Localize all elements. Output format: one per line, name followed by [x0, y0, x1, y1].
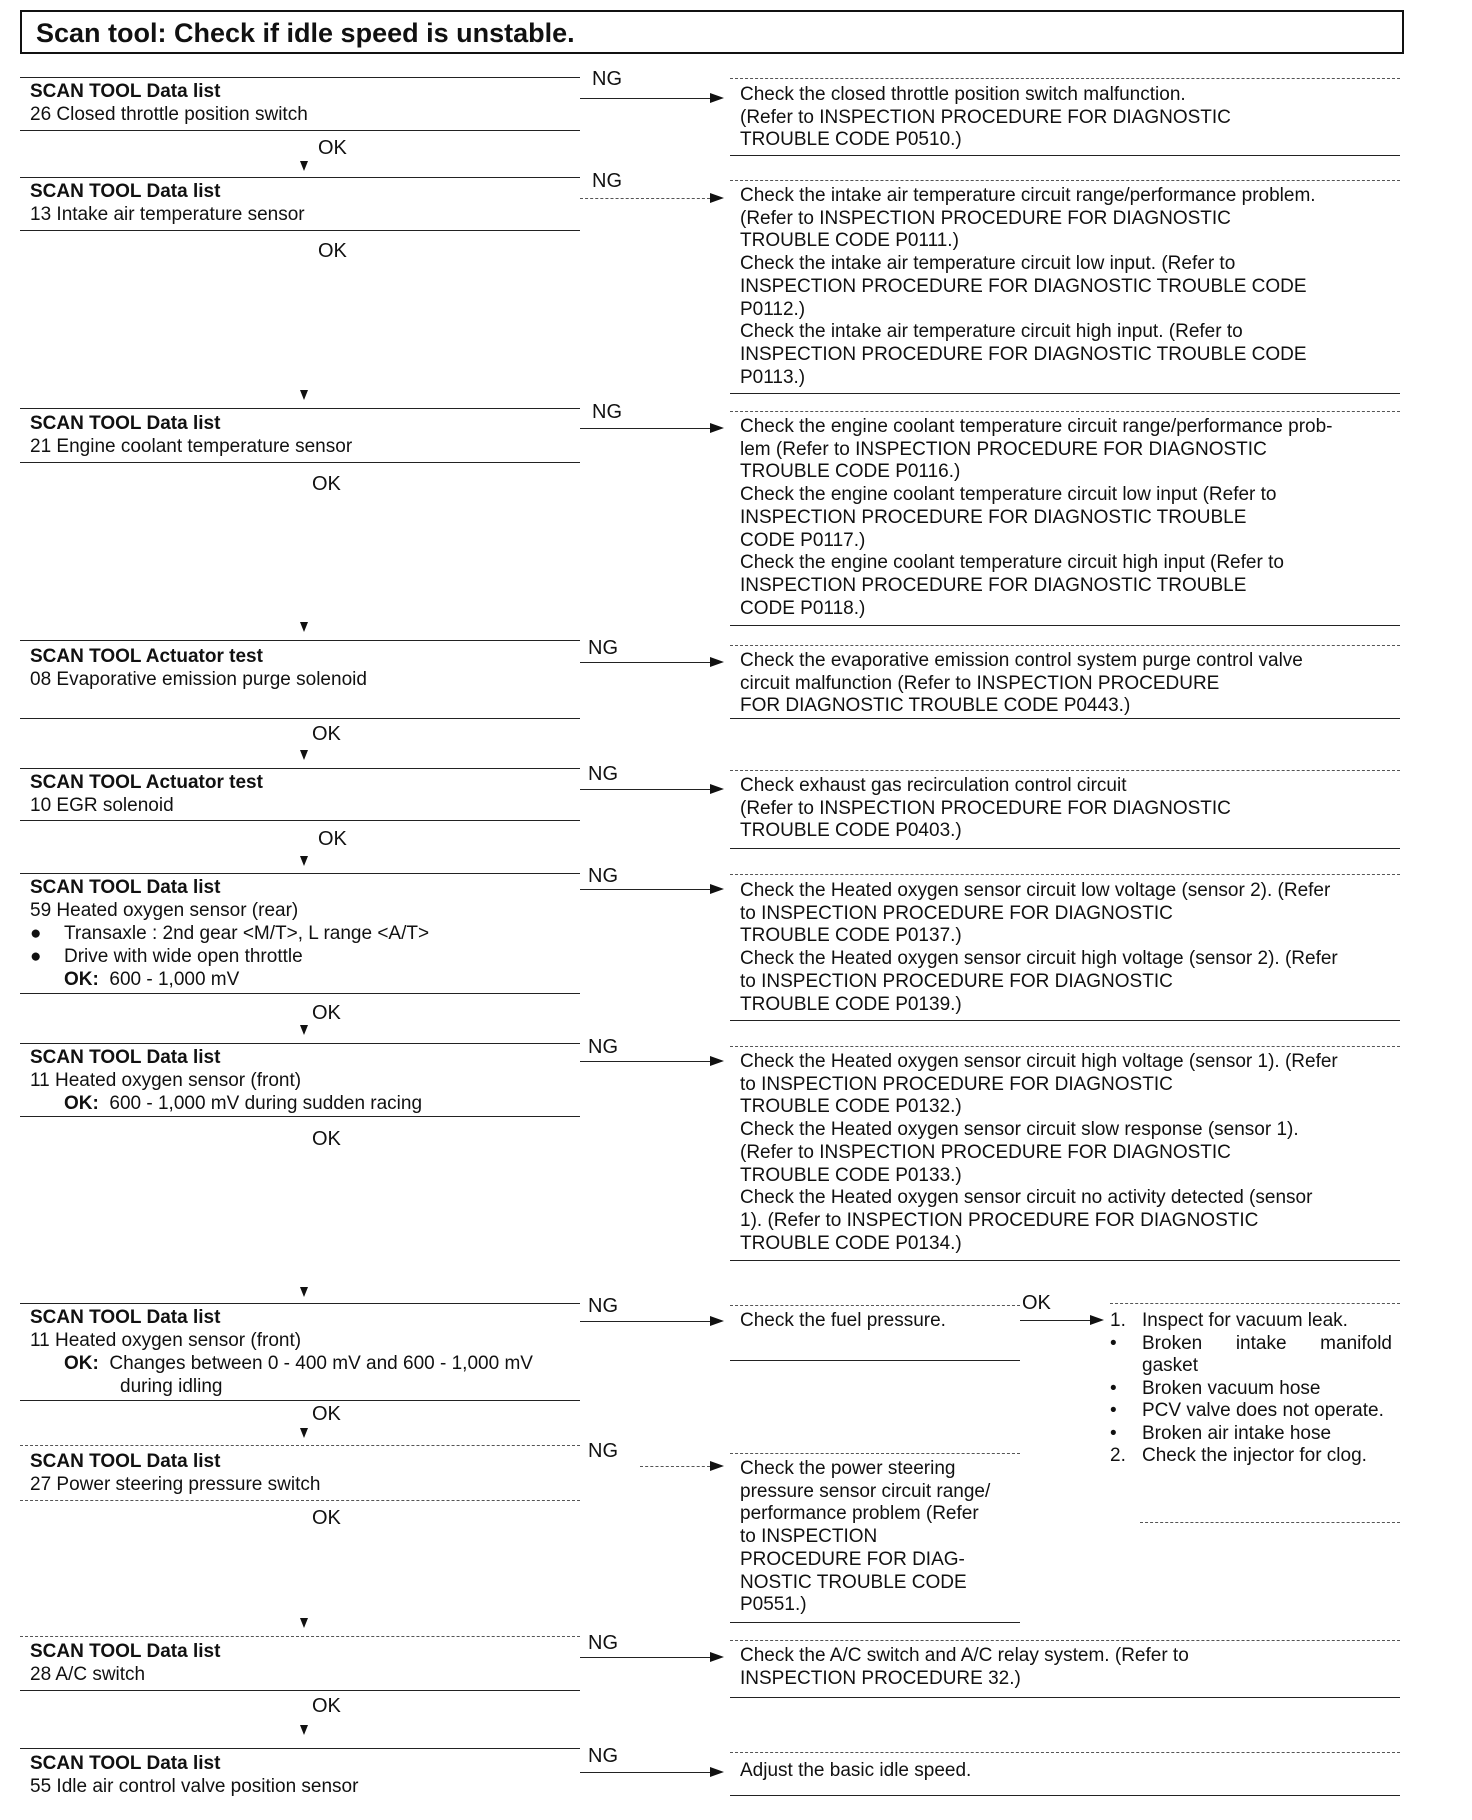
ok-label: OK: [312, 1403, 341, 1425]
ng-arrow-line: [580, 198, 710, 199]
ng-arrow-line: [580, 428, 710, 429]
result-bottom-line: [730, 393, 1400, 394]
ng-arrow-line: [640, 1466, 710, 1467]
result-line: (Refer to INSPECTION PROCEDURE FOR DIAGNOSTIC: [740, 106, 1231, 128]
ok-condition: [30, 1352, 590, 1375]
side-text: Check the injector for clog.: [1142, 1445, 1367, 1466]
side-mark: •: [1110, 1332, 1117, 1354]
ng-label: NG: [588, 865, 618, 887]
result-line: Check the intake air temperature circuit range/performance problem.: [740, 185, 1316, 206]
result-8: [740, 1310, 1030, 1333]
result-line: INSPECTION PROCEDURE FOR DIAGNOSTIC TROUBLE CODE: [740, 275, 1307, 297]
result-line: circuit malfunction (Refer to INSPECTION PROCEDURE: [740, 672, 1220, 694]
result-line: INSPECTION PROCEDURE FOR DIAGNOSTIC TROUBLE CODE: [740, 343, 1307, 365]
side-mark: •: [1110, 1422, 1117, 1444]
step-item: 10 EGR solenoid: [30, 795, 174, 816]
result-top-line: [730, 1640, 1400, 1641]
result-line: Check the A/C switch and A/C relay system. (Refer to: [740, 1645, 1189, 1666]
result-line: Check the Heated oxygen sensor circuit high voltage (sensor 1). (Refer: [740, 1051, 1338, 1072]
ok-down-arrow: [300, 390, 308, 400]
result-line: to INSPECTION: [740, 1526, 878, 1548]
bullet-text: Drive with wide open throttle: [64, 946, 303, 967]
result-top-line: [730, 1305, 1020, 1306]
result-line: P0551.): [740, 1594, 807, 1616]
step-4: [30, 645, 590, 691]
ng-label: NG: [592, 68, 622, 90]
result-line: CODE P0118.): [740, 597, 866, 619]
step-bottom-line: [20, 1690, 580, 1691]
ng-arrow-head: [710, 1056, 724, 1066]
side-top-line: [1110, 1303, 1400, 1304]
result-bottom-line: [730, 1360, 1020, 1361]
ok-arrow-head: [1090, 1315, 1104, 1325]
ok-arrow-line: [1020, 1320, 1090, 1321]
step-item: 11 Heated oxygen sensor (front): [30, 1070, 302, 1091]
result-line: lem (Refer to INSPECTION PROCEDURE FOR DIAGNOSTIC: [740, 438, 1267, 460]
ok-condition-value: Changes between 0 - 400 mV and 600 - 1,000 mV: [109, 1353, 533, 1374]
side-text: Inspect for vacuum leak.: [1142, 1310, 1348, 1331]
ng-arrow-head: [710, 657, 724, 667]
step-heading: SCAN TOOL Data list: [30, 1047, 221, 1068]
ok-condition-label: OK:: [64, 1093, 99, 1114]
side-text: PCV valve does not operate.: [1142, 1400, 1384, 1421]
ok-label: OK: [312, 1695, 341, 1717]
result-line: INSPECTION PROCEDURE FOR DIAGNOSTIC TROUBLE: [740, 506, 1247, 528]
result-top-line: [730, 770, 1400, 771]
ok-label: OK: [312, 723, 341, 745]
step-item: 59 Heated oxygen sensor (rear): [30, 900, 299, 921]
step-2: [30, 180, 590, 226]
step-item: 27 Power steering pressure switch: [30, 1474, 321, 1495]
result-line: TROUBLE CODE P0116.): [740, 461, 961, 483]
result-line: (Refer to INSPECTION PROCEDURE FOR DIAGNOSTIC: [740, 207, 1231, 229]
ng-arrow-head: [710, 423, 724, 433]
result-line: Check the Heated oxygen sensor circuit low voltage (sensor 2). (Refer: [740, 880, 1331, 901]
result-line: Check the Heated oxygen sensor circuit slow response (sensor 1).: [740, 1119, 1299, 1141]
step-bullet: ● Transaxle : 2nd gear <M/T>, L range <A/T>: [30, 923, 430, 944]
result-top-line: [730, 78, 1400, 79]
ng-label: NG: [592, 401, 622, 423]
result-2: [740, 185, 1406, 389]
step-7: [30, 1046, 590, 1115]
ng-label: NG: [592, 170, 622, 192]
result-bottom-line: [730, 155, 1400, 156]
ok-condition-value: 600 - 1,000 mV: [109, 969, 240, 990]
result-line: (Refer to INSPECTION PROCEDURE FOR DIAGNOSTIC: [740, 797, 1231, 819]
result-line: P0113.): [740, 366, 806, 388]
step-top-line: [20, 640, 580, 641]
result-line: Check the Heated oxygen sensor circuit no activity detected (sensor: [740, 1187, 1313, 1209]
ok-condition: [30, 1092, 590, 1115]
ok-label: OK: [312, 1507, 341, 1529]
ok-condition-cont: during idling: [120, 1376, 223, 1397]
step-item: 08 Evaporative emission purge solenoid: [30, 669, 367, 690]
title-box: [20, 10, 1404, 54]
ok-label: OK: [312, 1128, 341, 1150]
ok-down-arrow: [300, 1025, 308, 1035]
result-top-line: [730, 1046, 1400, 1047]
ok-down-arrow: [300, 1287, 308, 1297]
step-top-line: [20, 177, 580, 178]
result-9: [740, 1458, 1030, 1617]
step-item: 55 Idle air control valve position sensor: [30, 1776, 359, 1797]
ng-arrow-head: [710, 1767, 724, 1777]
step-heading: SCAN TOOL Data list: [30, 413, 221, 434]
ok-label: OK: [318, 828, 347, 850]
ok-down-arrow: [300, 161, 308, 171]
side-box: [1110, 1310, 1392, 1468]
step-heading: SCAN TOOL Data list: [30, 1753, 221, 1774]
step-5: [30, 771, 590, 817]
step-top-line: [20, 408, 580, 409]
result-line: Check the power steering: [740, 1458, 956, 1479]
result-line: P0112.): [740, 298, 806, 320]
ok-down-arrow: [300, 1725, 308, 1735]
ok-condition: [30, 968, 590, 991]
step-top-line: [20, 1445, 580, 1446]
step-8: [30, 1306, 590, 1398]
ng-arrow-head: [710, 1652, 724, 1662]
result-top-line: [730, 411, 1400, 412]
result-bottom-line: [730, 1622, 1020, 1623]
step-6: [30, 876, 590, 991]
result-line: Check exhaust gas recirculation control circuit: [740, 775, 1127, 796]
ng-label: NG: [588, 1632, 618, 1654]
result-line: to INSPECTION PROCEDURE FOR DIAGNOSTIC: [740, 902, 1173, 924]
step-bottom-line: [20, 993, 580, 994]
ng-label: NG: [588, 1745, 618, 1767]
step-top-line: [20, 1303, 580, 1304]
page-title: Scan tool: Check if idle speed is unstable.: [36, 18, 575, 48]
result-7: [740, 1051, 1406, 1255]
side-item: [1110, 1445, 1392, 1468]
ok-condition-label: OK:: [64, 969, 99, 990]
result-bottom-line: [730, 1697, 1400, 1698]
result-line: TROUBLE CODE P0139.): [740, 993, 962, 1015]
step-3: [30, 412, 590, 458]
result-line: CODE P0117.): [740, 529, 866, 551]
ok-label: OK: [312, 1002, 341, 1024]
ok-down-arrow: [300, 856, 308, 866]
ng-arrow-line: [580, 789, 710, 790]
side-mark: 2.: [1110, 1445, 1126, 1466]
result-line: TROUBLE CODE P0133.): [740, 1164, 962, 1186]
result-line: TROUBLE CODE P0510.): [740, 129, 962, 151]
result-line: Adjust the basic idle speed.: [740, 1760, 972, 1781]
step-heading: SCAN TOOL Data list: [30, 181, 221, 202]
side-mark: •: [1110, 1377, 1117, 1399]
step-9: [30, 1450, 590, 1496]
result-line: to INSPECTION PROCEDURE FOR DIAGNOSTIC: [740, 970, 1173, 992]
result-line: TROUBLE CODE P0137.): [740, 925, 962, 947]
step-top-line: [20, 768, 580, 769]
ng-label: NG: [588, 637, 618, 659]
ng-arrow-line: [580, 1772, 710, 1773]
result-line: Check the intake air temperature circuit high input. (Refer to: [740, 321, 1243, 343]
result-line: INSPECTION PROCEDURE FOR DIAGNOSTIC TROUBLE: [740, 574, 1247, 596]
ok-label: OK: [318, 240, 347, 262]
result-bottom-line: [730, 625, 1400, 626]
result-line: TROUBLE CODE P0134.): [740, 1232, 962, 1254]
side-text: Broken intake manifold gasket: [1142, 1332, 1392, 1376]
step-item: 28 A/C switch: [30, 1664, 146, 1685]
step-item: 21 Engine coolant temperature sensor: [30, 436, 353, 457]
result-top-line: [730, 1453, 1020, 1454]
side-mark: •: [1110, 1400, 1117, 1421]
result-1: [740, 84, 1406, 152]
ok-down-arrow: [300, 622, 308, 632]
result-line: pressure sensor circuit range/: [740, 1480, 991, 1502]
step-top-line: [20, 873, 580, 874]
step-top-line: [20, 1043, 580, 1044]
side-item: [1110, 1400, 1392, 1423]
result-line: INSPECTION PROCEDURE 32.): [740, 1667, 1021, 1689]
result-top-line: [730, 645, 1400, 646]
result-6: [740, 880, 1406, 1016]
result-10: [740, 1645, 1406, 1690]
side-mark: 1.: [1110, 1310, 1126, 1331]
ng-label: NG: [588, 1036, 618, 1058]
ng-arrow-head: [710, 884, 724, 894]
result-line: performance problem (Refer: [740, 1503, 979, 1525]
side-text: Broken air intake hose: [1142, 1422, 1332, 1444]
ng-arrow-head: [710, 1316, 724, 1326]
ng-arrow-line: [580, 1061, 710, 1062]
ng-arrow-line: [580, 1321, 710, 1322]
step-heading: SCAN TOOL Actuator test: [30, 646, 263, 667]
result-line: NOSTIC TROUBLE CODE: [740, 1571, 967, 1593]
result-3: [740, 416, 1406, 620]
ok-label: OK: [1022, 1292, 1051, 1314]
step-heading: SCAN TOOL Data list: [30, 1451, 221, 1472]
result-line: (Refer to INSPECTION PROCEDURE FOR DIAGNOSTIC: [740, 1141, 1231, 1163]
step-10: [30, 1640, 590, 1686]
side-item: [1110, 1378, 1392, 1401]
result-line: Check the evaporative emission control system purge control valve: [740, 650, 1303, 671]
result-line: to INSPECTION PROCEDURE FOR DIAGNOSTIC: [740, 1073, 1173, 1095]
result-line: Check the engine coolant temperature circuit range/performance prob-: [740, 416, 1333, 437]
step-top-line: [20, 1636, 580, 1637]
result-top-line: [730, 874, 1400, 875]
result-top-line: [730, 180, 1400, 181]
result-bottom-line: [730, 1795, 1400, 1796]
step-bullet: ● Drive with wide open throttle: [30, 946, 303, 967]
result-line: Check the closed throttle position switch malfunction.: [740, 84, 1186, 105]
result-line: Check the engine coolant temperature circuit low input (Refer to: [740, 484, 1277, 506]
ng-arrow-line: [580, 1657, 710, 1658]
step-bottom-line: [20, 820, 580, 821]
result-bottom-line: [730, 848, 1400, 849]
step-heading: SCAN TOOL Data list: [30, 81, 221, 102]
result-bottom-line: [730, 718, 1400, 719]
step-top-line: [20, 77, 580, 78]
step-item: 26 Closed throttle position switch: [30, 104, 308, 125]
ng-label: NG: [588, 763, 618, 785]
step-heading: SCAN TOOL Data list: [30, 1307, 221, 1328]
step-heading: SCAN TOOL Data list: [30, 1641, 221, 1662]
ng-arrow-line: [580, 98, 710, 99]
step-bottom-line: [20, 718, 580, 719]
step-heading: SCAN TOOL Actuator test: [30, 772, 263, 793]
ng-arrow-head: [710, 1461, 724, 1471]
ok-down-arrow: [300, 750, 308, 760]
result-line: TROUBLE CODE P0132.): [740, 1096, 962, 1118]
step-item: 11 Heated oxygen sensor (front): [30, 1330, 302, 1351]
ng-label: NG: [588, 1295, 618, 1317]
step-bottom-line: [20, 1500, 580, 1501]
result-line: 1). (Refer to INSPECTION PROCEDURE FOR DIAGNOSTIC: [740, 1209, 1259, 1231]
step-heading: SCAN TOOL Data list: [30, 877, 221, 898]
bullet-text: Transaxle : 2nd gear <M/T>, L range <A/T>: [64, 923, 430, 944]
step-bottom-line: [20, 1400, 580, 1401]
result-bottom-line: [730, 1020, 1400, 1021]
result-top-line: [730, 1752, 1400, 1753]
side-text: Broken vacuum hose: [1142, 1377, 1321, 1399]
result-line: Check the fuel pressure.: [740, 1310, 946, 1331]
result-line: PROCEDURE FOR DIAG-: [740, 1548, 965, 1570]
result-line: Check the Heated oxygen sensor circuit high voltage (sensor 2). (Refer: [740, 948, 1338, 970]
step-1: [30, 80, 590, 126]
ng-label: NG: [588, 1440, 618, 1462]
ok-label: OK: [312, 473, 341, 495]
step-11: [30, 1752, 590, 1798]
result-5: [740, 775, 1406, 843]
side-bottom-line: [1140, 1522, 1400, 1523]
result-line: Check the engine coolant temperature circuit high input (Refer to: [740, 552, 1284, 574]
ng-arrow-line: [580, 889, 710, 890]
ok-condition-value: 600 - 1,000 mV during sudden racing: [109, 1093, 423, 1114]
side-item: [1110, 1423, 1392, 1446]
step-bottom-line: [20, 462, 580, 463]
ok-label: OK: [318, 137, 347, 159]
step-bottom-line: [20, 230, 580, 231]
result-line: TROUBLE CODE P0111.): [740, 230, 959, 252]
ok-down-arrow: [300, 1618, 308, 1628]
ng-arrow-line: [580, 662, 710, 663]
ok-condition-label: OK:: [64, 1353, 99, 1374]
result-line: FOR DIAGNOSTIC TROUBLE CODE P0443.): [740, 695, 1131, 717]
result-line: TROUBLE CODE P0403.): [740, 820, 962, 842]
step-bottom-line: [20, 130, 580, 131]
ng-arrow-head: [710, 193, 724, 203]
ng-arrow-head: [710, 784, 724, 794]
result-line: Check the intake air temperature circuit low input. (Refer to: [740, 253, 1236, 275]
side-item: [1110, 1310, 1392, 1333]
step-top-line: [20, 1748, 580, 1749]
result-4: [740, 650, 1406, 718]
ng-arrow-head: [710, 93, 724, 103]
result-11: [740, 1760, 1406, 1783]
side-item: [1110, 1333, 1392, 1378]
step-bottom-line: [20, 1116, 580, 1117]
step-item: 13 Intake air temperature sensor: [30, 204, 305, 225]
result-bottom-line: [730, 1260, 1400, 1261]
ok-down-arrow: [300, 1428, 308, 1438]
